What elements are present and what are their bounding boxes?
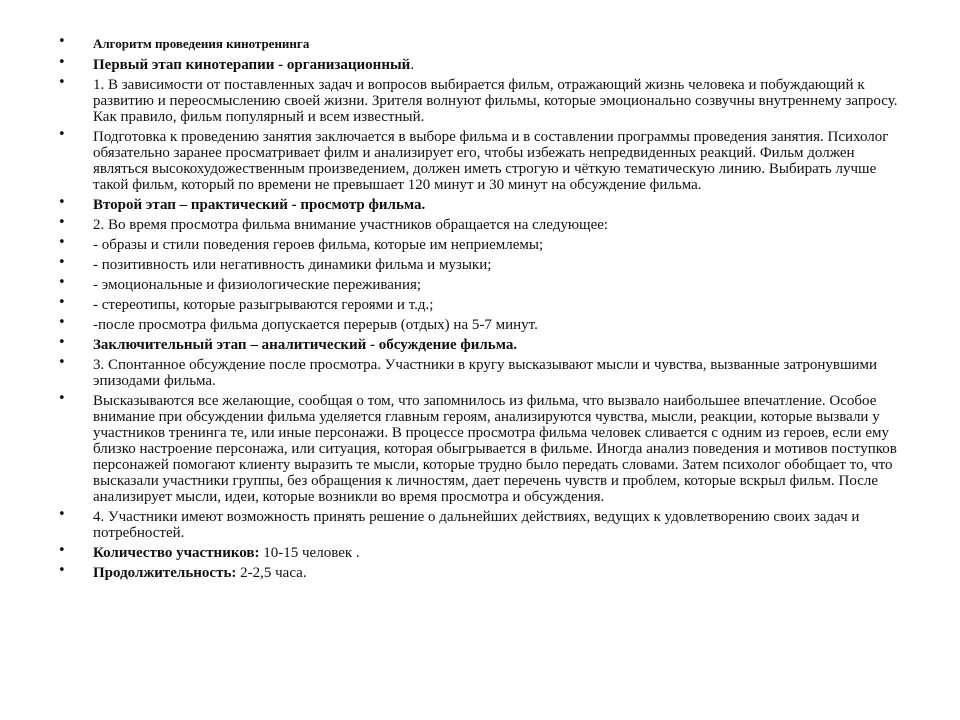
list-item [58,257,908,273]
bullet-icon: • [58,235,66,250]
bullet-icon: • [58,315,66,330]
list-item [58,237,908,253]
list-item [58,509,908,541]
item-text: Второй этап – практический - просмотр фильма. [93,197,426,213]
bullet-icon: • [58,563,66,578]
bullet-icon: • [58,335,66,350]
bullet-icon: • [58,215,66,230]
item-text: - стереотипы, которые разыгрываются героями и т.д.; [93,297,434,313]
bullet-icon: • [58,195,66,210]
list-item [58,57,908,73]
list-item [58,337,908,353]
bullet-icon: • [58,275,66,290]
item-text: Заключительный этап – аналитический - обсуждение фильма. [93,337,518,353]
item-text: Количество участников: [93,545,260,561]
bullet-icon: • [58,127,66,142]
list-item [58,297,908,313]
item-text: 2-2,5 часа. [236,565,307,581]
list-item [58,565,908,581]
item-text: 4. Участники имеют возможность принять решение о дальнейших действиях, ведущих к удовлетворению своих задач и потребностей. [93,509,860,541]
list-item [58,317,908,333]
list-item [58,545,908,561]
item-text: - образы и стили поведения героев фильма, которые им неприемлемы; [93,237,544,253]
item-text: Алгоритм проведения кинотренинга [93,36,310,51]
bullet-icon: • [58,543,66,558]
list-item [58,357,908,389]
bullet-icon: • [58,355,66,370]
item-text: - позитивность или негативность динамики фильма и музыки; [93,257,492,273]
slide-content [58,36,908,585]
list-item [58,217,908,233]
item-text: Продолжительность: [93,565,237,581]
item-text: 10-15 человек . [259,545,360,561]
bullet-icon: • [58,391,66,406]
bullet-icon: • [58,507,66,522]
item-text: -после просмотра фильма допускается перерыв (отдых) на 5-7 минут. [93,317,538,333]
list-item [58,129,908,193]
list-item [58,197,908,213]
list-item [58,77,908,125]
list-item [58,277,908,293]
bullet-icon: • [58,295,66,310]
item-text: 2. Во время просмотра фильма внимание участников обращается на следующее: [93,217,609,233]
item-text: Высказываются все желающие, сообщая о том, что запомнилось из фильма, что вызвало наибольшее впечатление. Особое внимание при обсуждении фильма уделяется главным героям, анализируются чувства, мысли, реакции, которые вызвали у участников тренинга те, или иные персонажи. В процессе просмотра фильма человек сливается с одним из героев, если ему близко настроение персонажа, или ситуация, которая обыгрывается в фильме. Иногда анализ поведения и мотивов поступков персонажей помогают клиенту выразить те мысли, которые трудно было передать словами. Затем психолог обобщает то, что высказали участники группы, без обращения к личностям, дает перечень чувств и проблем, которые вскрыл фильм. После анализирует мысли, идеи, которые возникли во время просмотра и обсуждения. [93,393,897,505]
bullet-icon: • [58,55,66,70]
item-text: 1. В зависимости от поставленных задач и вопросов выбирается фильм, отражающий жизнь человека и побуждающий к развитию и переосмыслению своей жизни. Зрителя волнуют фильмы, которые эмоционально созвучны внутреннему запросу. Как правило, фильм популярный и всем известный. [93,77,898,125]
list-item [58,393,908,505]
item-text: 3. Спонтанное обсуждение после просмотра. Участники в кругу высказывают мысли и чувства, вызванные затронувшими эпизодами фильма. [93,357,878,389]
list-item [58,36,908,52]
item-text: - эмоциональные и физиологические переживания; [93,277,422,293]
item-text: . [410,57,415,73]
item-text: Первый этап кинотерапии - организационный [93,57,411,73]
bullet-icon: • [58,34,66,49]
bullet-icon: • [58,255,66,270]
bullet-icon: • [58,75,66,90]
item-text: Подготовка к проведению занятия заключается в выборе фильма и в составлении программы проведения занятия. Психолог обязательно заранее просматривает филм и анализирует его, чтобы избежать непредвиденных реакций. Фильм должен являться высокохудожественным произведением, должен иметь строгую и чёткую тематическую линию. Выбирать лучше такой фильм, который по времени не превышает 120 минут и 30 минут на обсуждение фильма. [93,129,889,193]
